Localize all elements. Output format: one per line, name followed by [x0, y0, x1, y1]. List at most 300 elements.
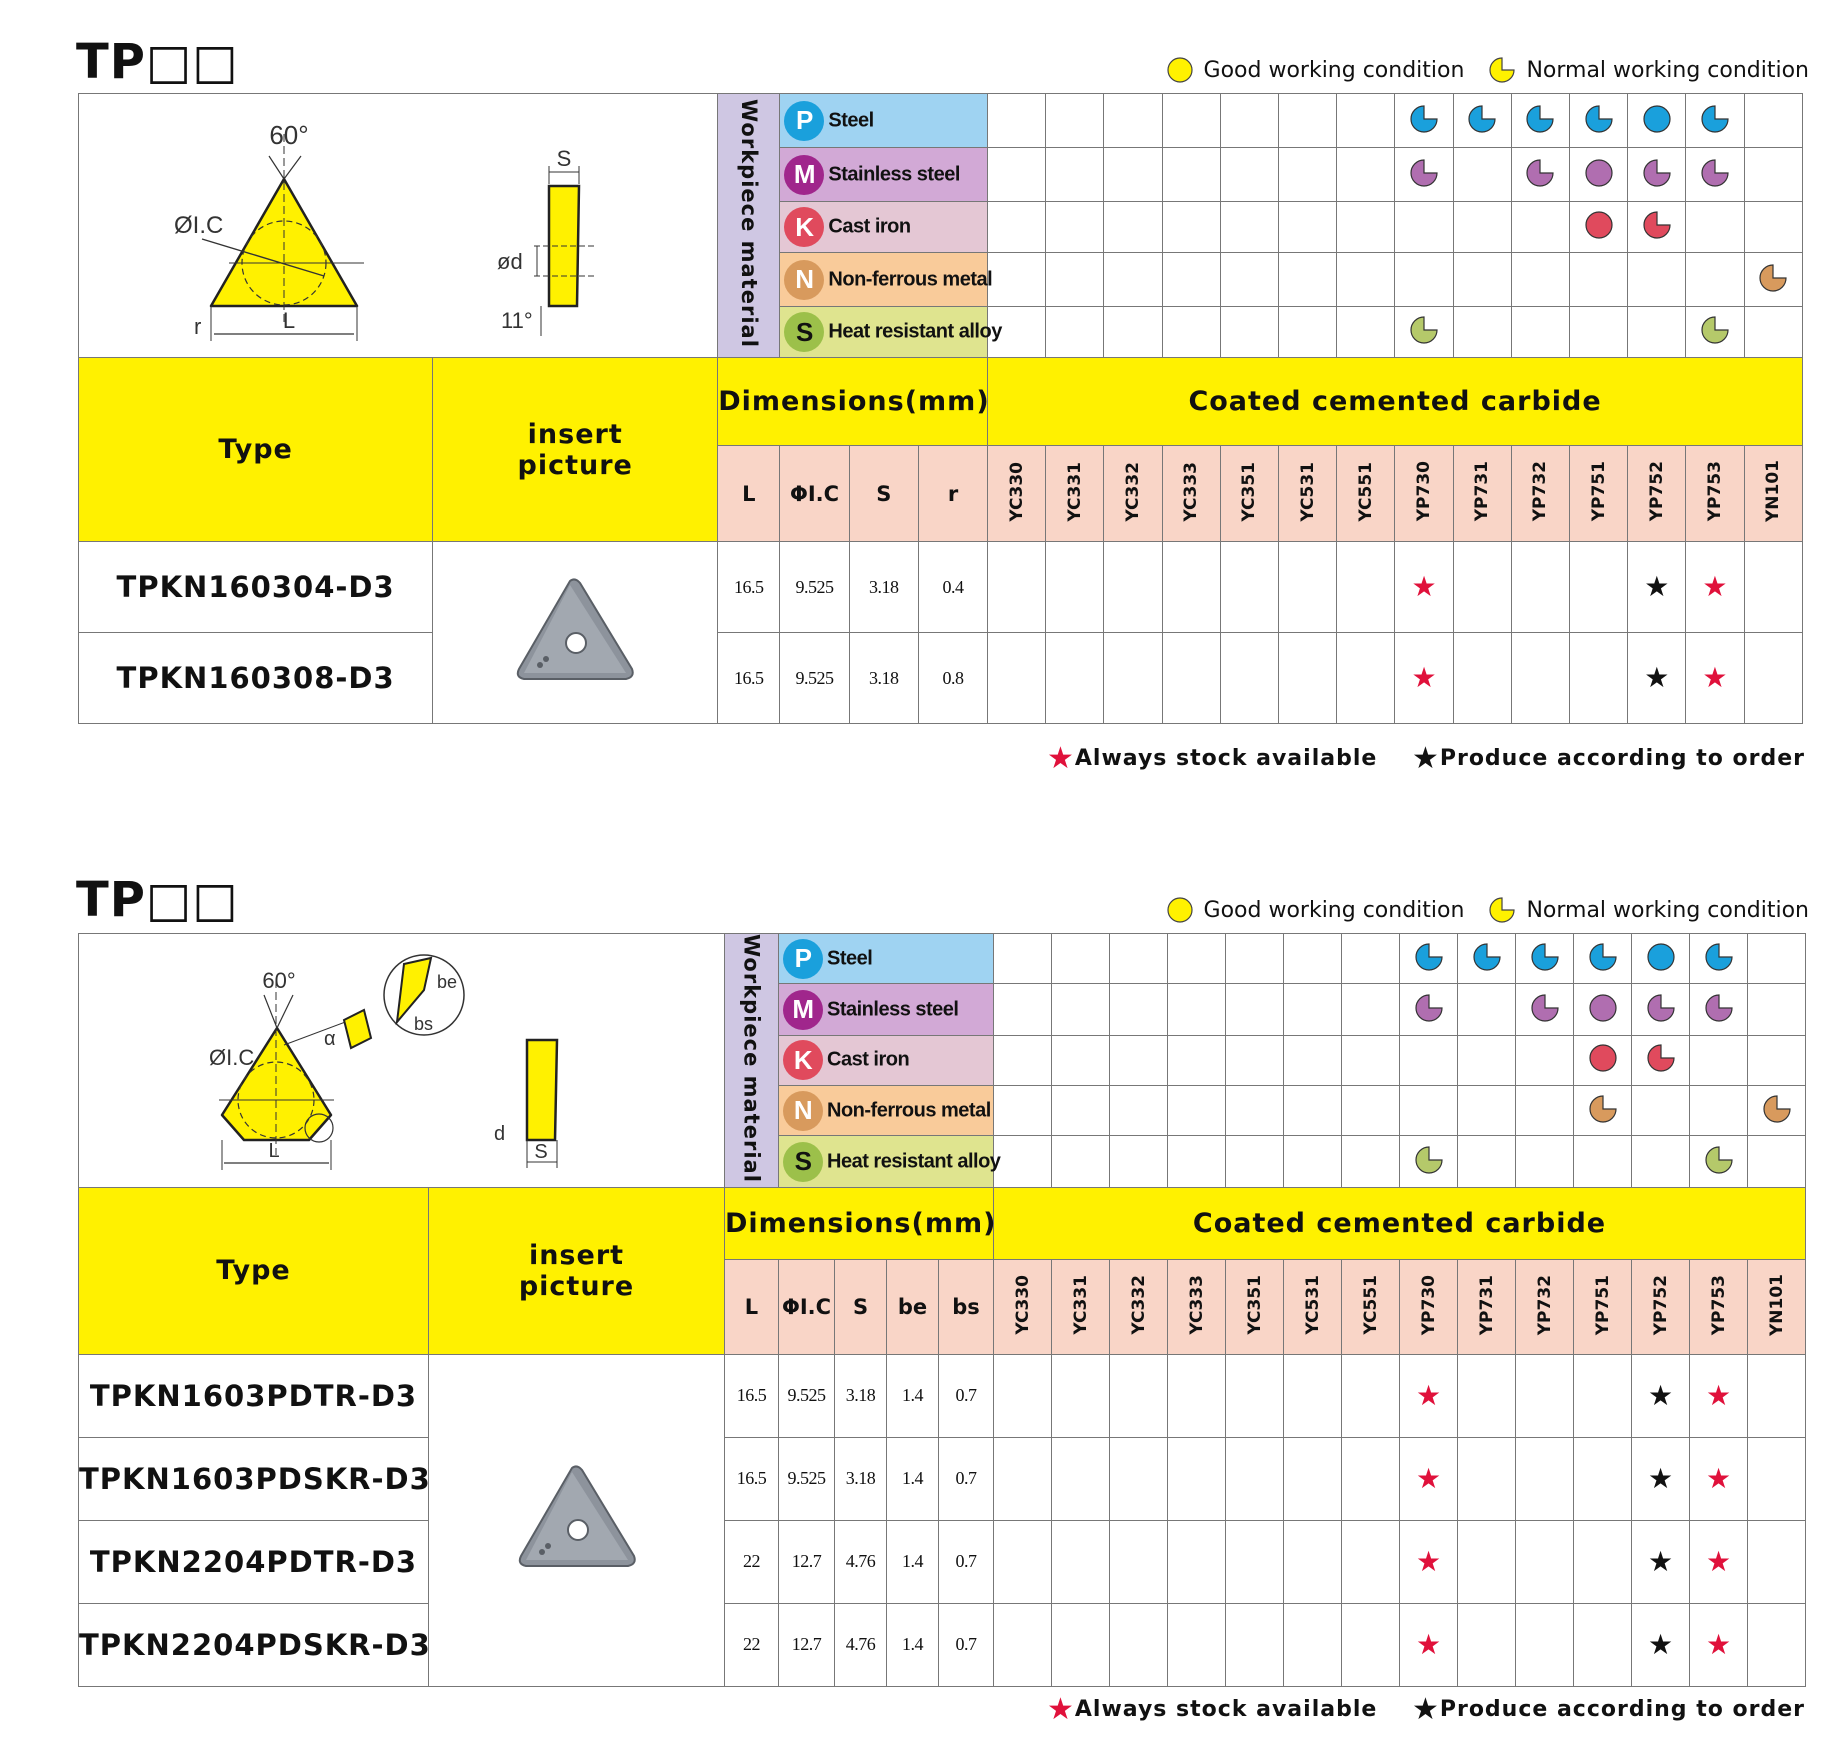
normal-condition-label: Normal working condition — [1526, 57, 1809, 83]
suitability-cell — [1052, 934, 1110, 984]
availability-cell — [1744, 542, 1802, 633]
suitability-cell — [1511, 202, 1569, 253]
availability-cell — [1686, 633, 1744, 724]
dimension-value — [779, 1603, 835, 1686]
hole-label: ød — [497, 248, 523, 274]
dim-header-label: bs — [952, 1294, 980, 1319]
diagram-cell — [79, 94, 718, 358]
thickness-label: S — [534, 1141, 548, 1164]
suitability-cell — [1744, 94, 1802, 148]
spec-table-1 — [78, 93, 1803, 724]
dimension-value — [887, 1603, 939, 1686]
grade-label: YP753 — [1704, 461, 1725, 522]
product-type-label: TPKN160304-D3 — [116, 570, 395, 604]
normal-condition-icon — [1488, 56, 1516, 84]
dimension-value — [849, 542, 918, 633]
suitability-cell — [1284, 1136, 1342, 1187]
availability-cell — [1052, 1437, 1110, 1520]
material-name: Non-ferrous metal — [828, 267, 993, 290]
grade-header — [1453, 446, 1511, 542]
availability-cell — [1337, 633, 1395, 724]
suitability-cell — [1690, 1035, 1748, 1085]
normal-condition-icon — [1488, 896, 1516, 924]
availability-cell — [1748, 1520, 1806, 1603]
suitability-cell — [1168, 1035, 1226, 1085]
suitability-cell — [1052, 984, 1110, 1035]
dim-header-label: r — [947, 481, 959, 506]
suitability-cell — [1686, 94, 1744, 148]
normal-condition-icon — [1414, 1145, 1444, 1175]
dimension-value — [780, 633, 849, 724]
availability-cell — [1690, 1520, 1748, 1603]
availability-cell — [1690, 1603, 1748, 1686]
black-star-icon: ★ — [1647, 1544, 1674, 1578]
material-S — [779, 1136, 1001, 1187]
grade-label: YC331 — [1070, 1275, 1091, 1335]
dimension-value — [725, 1520, 779, 1603]
dimension-value — [725, 1437, 779, 1520]
availability-cell — [1574, 1354, 1632, 1437]
grade-header — [1516, 1259, 1574, 1354]
grade-header — [1395, 446, 1453, 542]
availability-cell — [1516, 1437, 1574, 1520]
grade-label: YP751 — [1588, 461, 1609, 522]
dim-header — [849, 446, 918, 542]
normal-condition-icon — [1414, 993, 1444, 1023]
suitability-cell — [994, 1136, 1052, 1187]
normal-condition-icon — [1409, 158, 1439, 188]
dimension-value-text: 1.4 — [902, 1385, 923, 1406]
suitability-cell — [1453, 94, 1511, 148]
dimension-value-text: 9.525 — [787, 1385, 826, 1406]
product-type — [79, 1603, 429, 1686]
diagram-cell — [79, 934, 725, 1188]
dimension-value — [939, 1520, 994, 1603]
suitability-cell — [1337, 253, 1395, 307]
availability-cell — [1110, 1520, 1168, 1603]
suitability-cell — [1046, 253, 1104, 307]
availability-cell — [1226, 1603, 1284, 1686]
dimension-value — [725, 1354, 779, 1437]
grade-label: YC330 — [1006, 461, 1027, 522]
suitability-cell — [1458, 934, 1516, 984]
suitability-cell — [1453, 202, 1511, 253]
grade-label: YP752 — [1650, 1274, 1671, 1336]
material-badge-P: P — [783, 939, 823, 979]
availability-cell — [1284, 1520, 1342, 1603]
material-badge-P: P — [784, 101, 824, 141]
normal-condition-icon — [1704, 1145, 1734, 1175]
hole-label: d — [494, 1123, 506, 1146]
suitability-cell — [1046, 307, 1104, 358]
good-condition-icon — [1588, 993, 1618, 1023]
suitability-cell — [1458, 984, 1516, 1035]
suitability-cell — [1748, 1086, 1806, 1136]
grade-header — [1400, 1259, 1458, 1354]
red-star-icon: ★ — [1705, 1378, 1732, 1412]
material-S — [780, 307, 1002, 358]
normal-condition-icon — [1525, 158, 1555, 188]
red-star-icon: ★ — [1415, 1378, 1442, 1412]
suitability-cell — [1574, 984, 1632, 1035]
length-label: L — [282, 307, 296, 333]
availability-cell — [1511, 633, 1569, 724]
material-M — [779, 984, 994, 1035]
availability-cell — [1226, 1520, 1284, 1603]
suitability-cell — [1220, 94, 1278, 148]
suitability-cell — [1395, 253, 1453, 307]
normal-condition-icon — [1414, 942, 1444, 972]
dimension-value-text: 9.525 — [795, 667, 834, 688]
availability-cell — [1284, 1437, 1342, 1520]
suitability-cell — [1046, 148, 1104, 202]
normal-condition-icon — [1409, 104, 1439, 134]
dim-header — [939, 1259, 994, 1354]
dimension-value — [887, 1520, 939, 1603]
grade-header — [1284, 1259, 1342, 1354]
suitability-cell — [1279, 94, 1337, 148]
dim-header-label: ΦI.C — [789, 481, 840, 506]
material-badge-M: M — [783, 990, 823, 1030]
suitability-cell — [1052, 1086, 1110, 1136]
suitability-cell — [1110, 984, 1168, 1035]
always-stock-label: Always stock available — [1074, 746, 1378, 771]
availability-cell — [1046, 542, 1104, 633]
coated-carbide-header — [994, 1187, 1806, 1259]
suitability-cell — [1569, 307, 1627, 358]
dim-header — [835, 1259, 887, 1354]
dim-header — [918, 446, 987, 542]
red-star-icon: ★ — [1702, 570, 1728, 603]
suitability-cell — [1162, 253, 1220, 307]
availability-cell — [1632, 1354, 1690, 1437]
good-condition-label: Good working condition — [1203, 57, 1465, 83]
normal-condition-icon — [1472, 942, 1502, 972]
good-condition-icon — [1588, 1043, 1618, 1073]
grade-header — [1748, 1259, 1806, 1354]
insert-header-line2: picture — [517, 449, 633, 481]
condition-legend — [1166, 896, 1809, 924]
availability-cell — [1168, 1354, 1226, 1437]
availability-cell — [1632, 1437, 1690, 1520]
availability-cell — [1220, 633, 1278, 724]
availability-cell — [1516, 1354, 1574, 1437]
suitability-cell — [1569, 148, 1627, 202]
dimension-value-text: 4.76 — [845, 1551, 876, 1572]
availability-cell — [1400, 1520, 1458, 1603]
bs-label: bs — [414, 1014, 434, 1035]
suitability-cell — [1744, 253, 1802, 307]
condition-legend — [1166, 56, 1809, 84]
normal-condition-icon — [1646, 1043, 1676, 1073]
normal-condition-icon — [1700, 104, 1730, 134]
availability-cell — [1690, 1437, 1748, 1520]
dimension-value — [780, 542, 849, 633]
suitability-cell — [1574, 1035, 1632, 1085]
availability-cell — [1284, 1354, 1342, 1437]
suitability-cell — [1220, 253, 1278, 307]
grade-label: YC333 — [1181, 461, 1202, 522]
material-badge-S: S — [783, 1142, 823, 1182]
availability-cell — [1744, 633, 1802, 724]
dim-header-label: L — [744, 1294, 759, 1319]
availability-cell — [1220, 542, 1278, 633]
suitability-cell — [1279, 148, 1337, 202]
suitability-cell — [1168, 1086, 1226, 1136]
suitability-cell — [1748, 1136, 1806, 1187]
insert-header-line2: picture — [518, 1270, 635, 1302]
dimension-value-text: 22 — [743, 1551, 760, 1572]
grade-header — [1279, 446, 1337, 542]
suitability-cell — [1748, 984, 1806, 1035]
product-row — [79, 1437, 1806, 1520]
dimension-value — [939, 1354, 994, 1437]
dimensions-header — [725, 1187, 997, 1259]
dimension-value-text: 16.5 — [736, 1468, 767, 1489]
product-type-label: TPKN1603PDSKR-D3 — [79, 1461, 431, 1496]
grade-label: YN101 — [1766, 1273, 1787, 1336]
product-type-label: TPKN2204PDTR-D3 — [89, 1544, 418, 1579]
grade-header — [1628, 446, 1686, 542]
dim-header — [887, 1259, 939, 1354]
black-star-icon: ★ — [1647, 1461, 1674, 1495]
suitability-cell — [1690, 1086, 1748, 1136]
suitability-cell — [1162, 94, 1220, 148]
material-name: Stainless steel — [827, 997, 959, 1020]
normal-condition-icon — [1584, 104, 1614, 134]
suitability-cell — [1400, 984, 1458, 1035]
availability-cell — [1104, 542, 1162, 633]
material-N — [779, 1086, 994, 1136]
dimension-value — [779, 1354, 835, 1437]
availability-cell — [1400, 1354, 1458, 1437]
suitability-cell — [1628, 307, 1686, 358]
material-P — [779, 934, 994, 984]
grade-header — [1220, 446, 1278, 542]
suitability-cell — [1458, 1086, 1516, 1136]
dim-header — [780, 446, 849, 542]
suitability-cell — [1395, 94, 1453, 148]
availability-cell — [1110, 1603, 1168, 1686]
suitability-cell — [1226, 1086, 1284, 1136]
product-row — [79, 633, 1803, 724]
availability-cell — [1279, 633, 1337, 724]
material-name: Heat resistant alloy — [828, 320, 1002, 343]
dimension-value-text: 3.18 — [869, 576, 899, 597]
suitability-cell — [994, 1035, 1052, 1085]
grade-label: YP732 — [1534, 1274, 1555, 1336]
availability-cell — [1453, 633, 1511, 724]
suitability-cell — [1453, 253, 1511, 307]
black-star-icon: ★ — [1647, 1627, 1674, 1661]
insert-picture-cell — [429, 1354, 725, 1686]
availability-cell — [1342, 1603, 1400, 1686]
grade-header — [1686, 446, 1744, 542]
availability-cell — [1632, 1520, 1690, 1603]
suitability-cell — [994, 934, 1052, 984]
type-header-label: Type — [218, 434, 293, 465]
always-stock-label: Always stock available — [1074, 1697, 1378, 1722]
suitability-cell — [1511, 253, 1569, 307]
availability-cell — [1458, 1603, 1516, 1686]
material-row-P — [79, 934, 1806, 984]
availability-cell — [1574, 1603, 1632, 1686]
material-name: Steel — [827, 946, 873, 969]
dimension-value — [725, 1603, 779, 1686]
grade-label: YC551 — [1355, 461, 1376, 522]
suitability-cell — [1226, 934, 1284, 984]
dimension-value-text: 0.7 — [955, 1468, 977, 1489]
type-header — [79, 1187, 429, 1354]
dim-header — [718, 446, 780, 542]
suitability-cell — [1395, 202, 1453, 253]
availability-cell — [1342, 1437, 1400, 1520]
produce-order-label: Produce according to order — [1439, 746, 1805, 771]
grade-label: YC351 — [1244, 1275, 1265, 1335]
insert-picture-icon — [512, 1460, 642, 1580]
type-header-label: Type — [216, 1255, 291, 1287]
suitability-cell — [1686, 202, 1744, 253]
product-type — [79, 1354, 429, 1437]
suitability-cell — [1574, 1136, 1632, 1187]
workpiece-label-cell — [725, 934, 779, 1188]
dimension-value-text: 12.7 — [791, 1634, 822, 1655]
availability-cell — [1400, 1603, 1458, 1686]
product-type — [79, 1437, 429, 1520]
dim-header — [779, 1259, 835, 1354]
grade-label: YP730 — [1414, 461, 1435, 522]
suitability-cell — [1220, 202, 1278, 253]
red-star-icon: ★ — [1705, 1627, 1732, 1661]
red-star-icon: ★ — [1705, 1544, 1732, 1578]
normal-condition-icon — [1588, 942, 1618, 972]
suitability-cell — [1744, 307, 1802, 358]
suitability-cell — [1104, 307, 1162, 358]
suitability-cell — [1569, 202, 1627, 253]
availability-cell — [1458, 1437, 1516, 1520]
availability-cell — [1453, 542, 1511, 633]
availability-cell — [1516, 1520, 1574, 1603]
suitability-cell — [1686, 148, 1744, 202]
suitability-cell — [1453, 148, 1511, 202]
suitability-cell — [1284, 1035, 1342, 1085]
dimension-value — [835, 1437, 887, 1520]
dimension-value — [835, 1603, 887, 1686]
grade-header — [1226, 1259, 1284, 1354]
produce-order-label: Produce according to order — [1439, 1697, 1805, 1722]
availability-cell — [1226, 1437, 1284, 1520]
suitability-cell — [1337, 148, 1395, 202]
normal-condition-icon — [1409, 315, 1439, 345]
grade-label: YC332 — [1128, 1275, 1149, 1335]
suitability-cell — [1104, 253, 1162, 307]
availability-cell — [1226, 1354, 1284, 1437]
suitability-cell — [1628, 94, 1686, 148]
red-star-icon: ★ — [1047, 1692, 1075, 1727]
suitability-cell — [1628, 253, 1686, 307]
suitability-cell — [1337, 94, 1395, 148]
grade-header — [1511, 446, 1569, 542]
availability-cell — [994, 1603, 1052, 1686]
black-star-icon: ★ — [1647, 1378, 1674, 1412]
availability-cell — [1162, 542, 1220, 633]
dim-header-label: L — [742, 481, 756, 506]
red-star-icon: ★ — [1705, 1461, 1732, 1495]
grade-header — [1110, 1259, 1168, 1354]
suitability-cell — [994, 1086, 1052, 1136]
suitability-cell — [1337, 202, 1395, 253]
dim-header-label: be — [897, 1294, 928, 1319]
dimension-value — [939, 1603, 994, 1686]
material-badge-N: N — [784, 260, 824, 300]
dimension-value — [918, 633, 987, 724]
suitability-cell — [1628, 202, 1686, 253]
material-K — [779, 1035, 994, 1085]
product-row — [79, 1520, 1806, 1603]
material-P — [780, 94, 988, 148]
black-star-icon: ★ — [1411, 1692, 1440, 1727]
clearance-label: 11° — [501, 307, 533, 333]
product-type-label: TPKN2204PDSKR-D3 — [79, 1627, 431, 1662]
normal-condition-icon — [1762, 1094, 1792, 1124]
dimension-value — [887, 1437, 939, 1520]
grade-label: YP751 — [1592, 1274, 1613, 1336]
suitability-cell — [1516, 1086, 1574, 1136]
suitability-cell — [1632, 984, 1690, 1035]
material-M — [780, 148, 988, 202]
product-row — [79, 1603, 1806, 1686]
grade-header — [1104, 446, 1162, 542]
product-type — [79, 633, 433, 724]
grade-label: YC330 — [1012, 1275, 1033, 1335]
product-type-label: TPKN1603PDTR-D3 — [89, 1378, 418, 1413]
dimension-value-text: 3.18 — [845, 1385, 876, 1406]
suitability-cell — [1400, 1086, 1458, 1136]
grade-header — [1168, 1259, 1226, 1354]
coated-header-label: Coated cemented carbide — [1192, 1207, 1607, 1239]
material-name: Cast iron — [827, 1048, 910, 1071]
red-star-icon: ★ — [1415, 1627, 1442, 1661]
dimension-value-text: 16.5 — [736, 1385, 767, 1406]
suitability-cell — [1516, 1136, 1574, 1187]
suitability-cell — [1162, 307, 1220, 358]
availability-cell — [1395, 542, 1453, 633]
availability-cell — [1690, 1354, 1748, 1437]
material-name: Non-ferrous metal — [827, 1099, 991, 1122]
grade-header — [1744, 446, 1802, 542]
normal-condition-icon — [1588, 1094, 1618, 1124]
normal-condition-icon — [1525, 104, 1555, 134]
availability-cell — [1400, 1437, 1458, 1520]
suitability-cell — [988, 148, 1046, 202]
grade-header — [1574, 1259, 1632, 1354]
suitability-cell — [1686, 307, 1744, 358]
section-title: TP□□ — [76, 34, 239, 90]
suitability-cell — [1284, 984, 1342, 1035]
suitability-cell — [1342, 984, 1400, 1035]
suitability-cell — [1400, 934, 1458, 984]
material-badge-K: K — [783, 1040, 823, 1080]
suitability-cell — [1632, 1035, 1690, 1085]
dimension-value-text: 1.4 — [902, 1634, 923, 1655]
grade-label: YC331 — [1064, 461, 1085, 522]
suitability-cell — [1516, 1035, 1574, 1085]
insert-picture-icon — [510, 573, 640, 693]
red-star-icon: ★ — [1415, 1544, 1442, 1578]
dimension-value — [779, 1520, 835, 1603]
product-row — [79, 1354, 1806, 1437]
material-K — [780, 202, 988, 253]
